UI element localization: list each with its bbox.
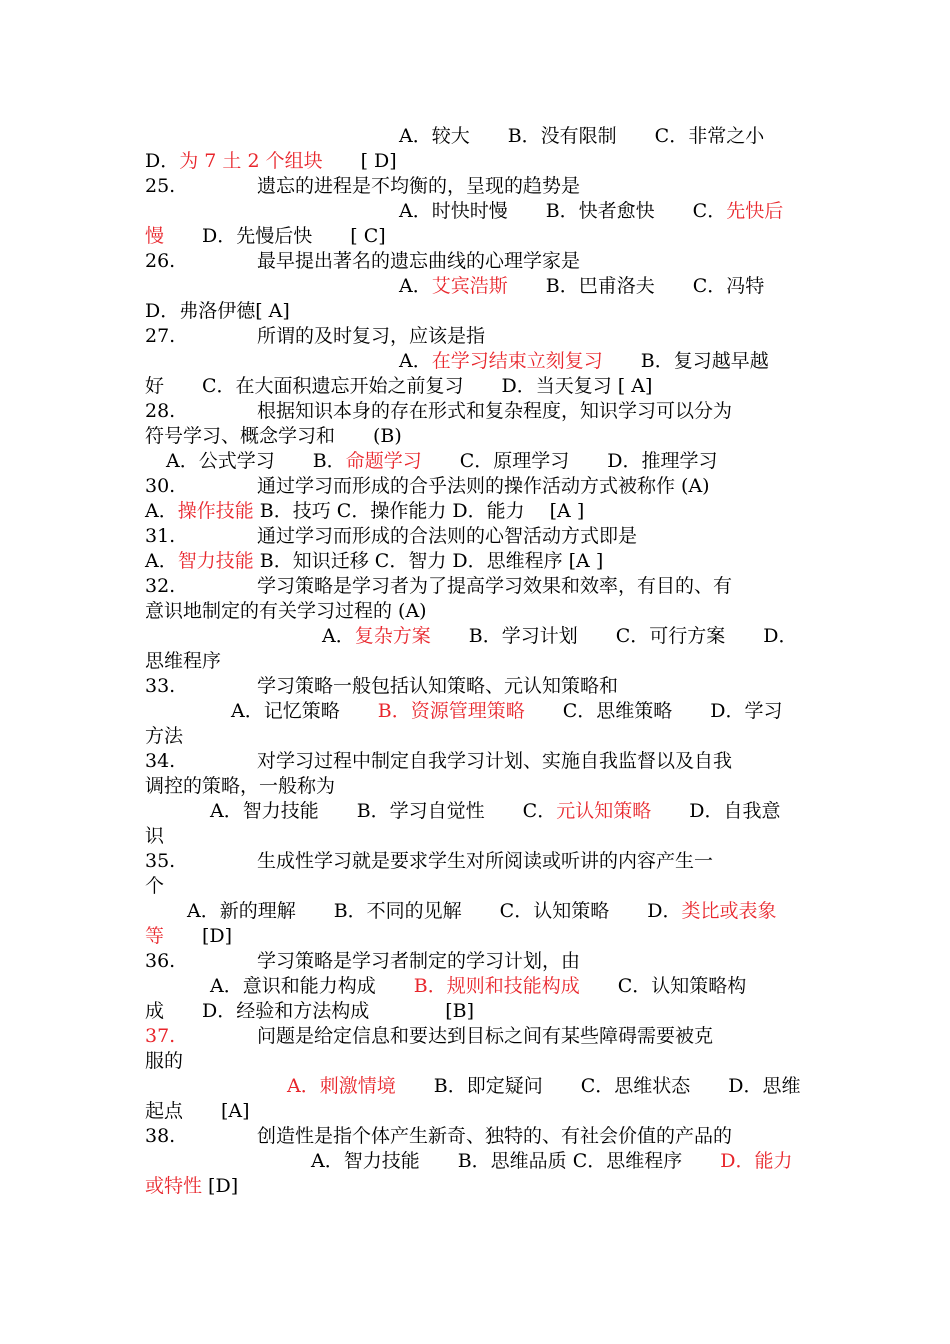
answer-highlight: B．规则和技能构成 bbox=[413, 975, 580, 997]
question-text: 对学习过程中制定自我学习计划、实施自我监督以及自我 bbox=[257, 750, 733, 772]
option-line bbox=[145, 299, 290, 324]
question-text: 创造性是指个体产生新奇、独特的、有社会价值的产品的 bbox=[257, 1125, 733, 1147]
text-segment: [D] bbox=[164, 925, 233, 947]
option-line bbox=[145, 824, 164, 849]
question-number: 27. bbox=[145, 325, 176, 347]
answer-highlight: 为 7 土 2 个组块 bbox=[179, 150, 323, 172]
text-segment: A．新的理解 B．不同的见解 C．认知策略 D． bbox=[187, 900, 682, 922]
question-line bbox=[145, 1124, 732, 1149]
option-line bbox=[145, 924, 232, 949]
text-segment: B．巴甫洛夫 C．冯特 bbox=[507, 275, 765, 297]
question-line bbox=[145, 174, 580, 199]
question-number: 25. bbox=[145, 175, 176, 197]
question-line bbox=[145, 399, 732, 424]
text-segment: C．认知策略构 bbox=[579, 975, 747, 997]
answer-highlight: 复杂方案 bbox=[354, 625, 431, 647]
option-line bbox=[231, 699, 782, 724]
question-line bbox=[145, 949, 580, 974]
question-text: 问题是给定信息和要达到目标之间有某些障碍需要被克 bbox=[257, 1025, 714, 1047]
text-segment: C．原理学习 D．推理学习 bbox=[421, 450, 718, 472]
text-segment: B．复习越早越 bbox=[602, 350, 769, 372]
question-line bbox=[145, 424, 402, 449]
question-number: 31. bbox=[145, 525, 176, 547]
text-segment: D． bbox=[145, 150, 180, 172]
question-text: 生成性学习就是要求学生对所阅读或听讲的内容产生一 bbox=[257, 850, 714, 872]
text-segment: D．弗洛伊德[ A] bbox=[145, 300, 290, 322]
text-segment: A． bbox=[399, 350, 432, 372]
option-line bbox=[187, 899, 776, 924]
question-text: 学习策略是学习者为了提高学习效果和效率，有目的、有 bbox=[257, 575, 733, 597]
text-segment: 调控的策略，一般称为 bbox=[145, 775, 336, 797]
answer-highlight: 类比或表象 bbox=[681, 900, 777, 922]
question-text: 学习策略一般包括认知策略、元认知策略和 bbox=[257, 675, 619, 697]
text-segment: C．思维策略 D．学习 bbox=[524, 700, 783, 722]
answer-highlight: 命题学习 bbox=[345, 450, 422, 472]
question-line bbox=[145, 1049, 183, 1074]
text-segment: B．即定疑问 C．思维状态 D．思维 bbox=[395, 1075, 801, 1097]
option-line bbox=[145, 1099, 250, 1124]
text-segment: A．意识和能力构成 bbox=[210, 975, 414, 997]
option-line bbox=[399, 124, 764, 149]
question-line bbox=[145, 1024, 713, 1049]
text-segment: B．技巧 C．操作能力 D．能力 [A ] bbox=[253, 500, 585, 522]
text-segment: A．公式学习 B． bbox=[166, 450, 346, 472]
question-number: 30. bbox=[145, 475, 176, 497]
question-text: 根据知识本身的存在形式和复杂程度，知识学习可以分为 bbox=[257, 400, 733, 422]
text-segment: A． bbox=[399, 275, 432, 297]
text-segment: 服的 bbox=[145, 1050, 184, 1072]
option-line bbox=[399, 274, 764, 299]
text-segment: A． bbox=[322, 625, 355, 647]
text-segment: 成 D．经验和方法构成 [B] bbox=[145, 1000, 475, 1022]
text-segment: B．学习计划 C．可行方案 D． bbox=[430, 625, 798, 647]
text-segment: A．较大 B．没有限制 C．非常之小 bbox=[399, 125, 765, 147]
option-line bbox=[145, 649, 221, 674]
question-line bbox=[145, 524, 637, 549]
question-line bbox=[145, 474, 710, 499]
answer-highlight: 等 bbox=[145, 925, 165, 947]
option-line bbox=[210, 974, 746, 999]
question-text: 所谓的及时复习，应该是指 bbox=[257, 325, 486, 347]
text-segment: B．知识迁移 C．智力 D．思维程序 [A ] bbox=[253, 550, 604, 572]
option-line bbox=[145, 224, 386, 249]
answer-highlight: B．资源管理策略 bbox=[377, 700, 525, 722]
text-segment: A． bbox=[145, 500, 178, 522]
option-line bbox=[145, 724, 183, 749]
text-segment: 好 C．在大面积遗忘开始之前复习 D．当天复习 [ A] bbox=[145, 375, 653, 397]
answer-highlight: D．能力 bbox=[720, 1150, 793, 1172]
text-segment: 识 bbox=[145, 825, 165, 847]
option-line bbox=[145, 499, 584, 524]
question-number: 28. bbox=[145, 400, 176, 422]
answer-highlight: 智力技能 bbox=[177, 550, 254, 572]
question-number: 37. bbox=[145, 1025, 176, 1047]
question-number: 34. bbox=[145, 750, 176, 772]
answer-highlight: 在学习结束立刻复习 bbox=[431, 350, 603, 372]
text-segment: A．智力技能 B．学习自觉性 C． bbox=[210, 800, 557, 822]
text-segment: 方法 bbox=[145, 725, 184, 747]
option-line bbox=[145, 999, 474, 1024]
option-line bbox=[287, 1074, 800, 1099]
text-segment: 符号学习、概念学习和 (B) bbox=[145, 425, 402, 447]
option-line bbox=[322, 624, 798, 649]
question-text: 遗忘的进程是不均衡的，呈现的趋势是 bbox=[257, 175, 581, 197]
option-line bbox=[399, 199, 783, 224]
text-segment: D．先慢后快 [ C] bbox=[164, 225, 386, 247]
option-line bbox=[311, 1149, 793, 1174]
option-line bbox=[145, 549, 603, 574]
text-segment: D．自我意 bbox=[651, 800, 781, 822]
answer-highlight: 先快后 bbox=[726, 200, 784, 222]
option-line bbox=[210, 799, 780, 824]
question-line bbox=[145, 874, 164, 899]
question-line bbox=[145, 674, 618, 699]
question-line bbox=[145, 324, 485, 349]
question-line bbox=[145, 774, 335, 799]
answer-highlight: 操作技能 bbox=[177, 500, 254, 522]
question-number: 38. bbox=[145, 1125, 176, 1147]
question-line bbox=[145, 599, 427, 624]
option-line bbox=[145, 1174, 238, 1199]
question-line bbox=[145, 249, 580, 274]
question-line bbox=[145, 749, 732, 774]
question-text: 通过学习而形成的合法则的心智活动方式即是 bbox=[257, 525, 638, 547]
question-number: 36. bbox=[145, 950, 176, 972]
answer-highlight: 艾宾浩斯 bbox=[431, 275, 508, 297]
question-line bbox=[145, 849, 713, 874]
option-line bbox=[145, 374, 652, 399]
text-segment: 思维程序 bbox=[145, 650, 222, 672]
text-segment: A．智力技能 B．思维品质 C．思维程序 bbox=[311, 1150, 721, 1172]
option-line bbox=[399, 349, 769, 374]
option-line bbox=[145, 149, 397, 174]
text-segment: A． bbox=[145, 550, 178, 572]
text-segment: 起点 [A] bbox=[145, 1100, 250, 1122]
question-text: 通过学习而形成的合乎法则的操作活动方式被称作 (A) bbox=[257, 475, 710, 497]
text-segment: [D] bbox=[202, 1175, 239, 1197]
answer-highlight: A．刺激情境 bbox=[287, 1075, 396, 1097]
question-line bbox=[145, 574, 732, 599]
text-segment: 个 bbox=[145, 875, 165, 897]
question-number: 32. bbox=[145, 575, 176, 597]
answer-highlight: 元认知策略 bbox=[556, 800, 652, 822]
question-text: 学习策略是学习者制定的学习计划，由 bbox=[257, 950, 581, 972]
text-segment: A．时快时慢 B．快者愈快 C． bbox=[399, 200, 727, 222]
answer-highlight: 慢 bbox=[145, 225, 165, 247]
question-text: 最早提出著名的遗忘曲线的心理学家是 bbox=[257, 250, 581, 272]
answer-highlight: 或特性 bbox=[145, 1175, 203, 1197]
text-segment: A．记忆策略 bbox=[231, 700, 378, 722]
question-number: 33. bbox=[145, 675, 176, 697]
question-number: 35. bbox=[145, 850, 176, 872]
text-segment: [ D] bbox=[322, 150, 397, 172]
option-line bbox=[166, 449, 717, 474]
text-segment: 意识地制定的有关学习过程的 (A) bbox=[145, 600, 427, 622]
question-number: 26. bbox=[145, 250, 176, 272]
